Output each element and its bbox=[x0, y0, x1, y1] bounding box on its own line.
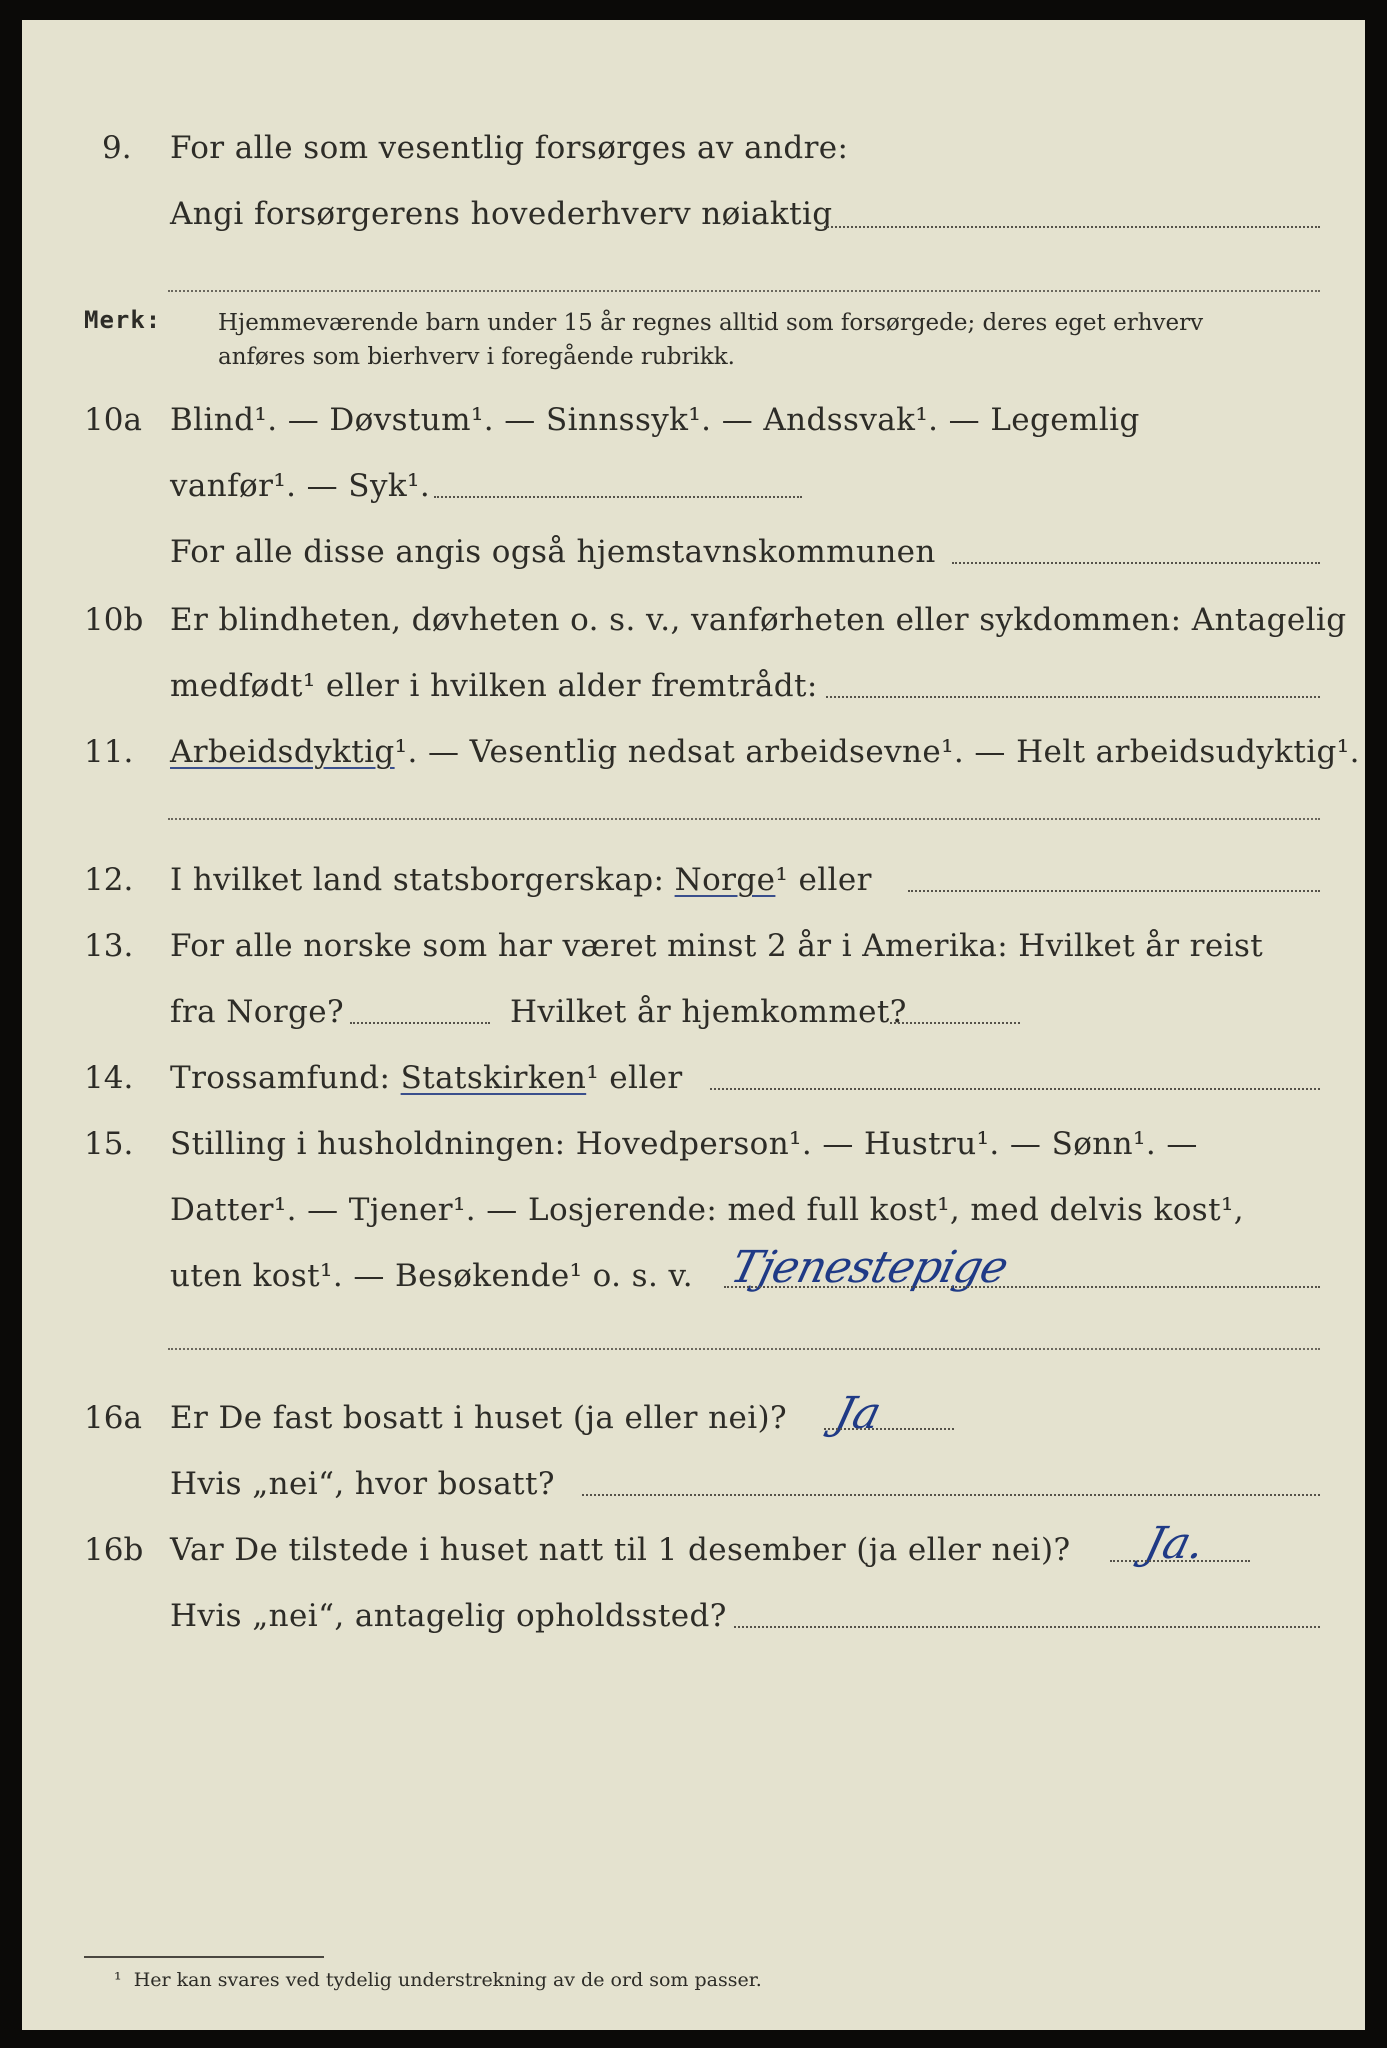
q13-line2b: Hvilket år hjemkommet? bbox=[510, 994, 907, 1030]
item-number-16a: 16a bbox=[84, 1400, 142, 1436]
q11-rest: ¹. — Vesentlig nedsat arbeidsevne¹. — Helt arbeidsudyktig¹. bbox=[394, 734, 1360, 770]
q14-after: ¹ eller bbox=[586, 1060, 683, 1096]
q9-line1: For alle som vesentlig forsørges av andre: bbox=[170, 130, 849, 166]
item-number-16b: 16b bbox=[84, 1532, 144, 1568]
q13-line2a: fra Norge? bbox=[170, 994, 345, 1030]
q10b-answer-line[interactable] bbox=[826, 696, 1320, 698]
merk-label: Merk: bbox=[84, 306, 162, 334]
q14-text: Trossamfund: bbox=[170, 1060, 391, 1096]
q16b-answer-line[interactable] bbox=[1110, 1560, 1250, 1562]
q12-line bbox=[170, 860, 872, 900]
census-form-page bbox=[22, 20, 1365, 2030]
item-number-12: 12. bbox=[84, 862, 134, 898]
q15-answer-line[interactable] bbox=[724, 1286, 1320, 1288]
q14-underlined-answer: Statskirken bbox=[400, 1060, 587, 1096]
q13-hjemkommet-line[interactable] bbox=[890, 1022, 1020, 1024]
q16b-opholdssted-line[interactable] bbox=[734, 1626, 1320, 1628]
item-number-14: 14. bbox=[84, 1060, 134, 1096]
q9-answer-line[interactable] bbox=[824, 226, 1320, 228]
footnote bbox=[114, 1968, 762, 1992]
q16b-handwritten-answer: Ja. bbox=[1139, 1518, 1211, 1569]
q11-answer-line[interactable] bbox=[168, 818, 1320, 820]
q10a-kommune-line[interactable] bbox=[952, 562, 1320, 564]
q10a-line1: Blind¹. — Døvstum¹. — Sinnssyk¹. — Andssvak¹. — Legemlig bbox=[170, 402, 1140, 438]
q16a-answer-line[interactable] bbox=[824, 1428, 954, 1430]
item-number-13: 13. bbox=[84, 928, 134, 964]
q16b-line1: Var De tilstede i huset natt til 1 desember (ja eller nei)? bbox=[170, 1532, 1071, 1568]
q15-line3: uten kost¹. — Besøkende¹ o. s. v. bbox=[170, 1258, 693, 1294]
q12-underlined-answer: Norge bbox=[674, 862, 776, 898]
footnote-rule bbox=[84, 1956, 324, 1958]
q10a-line3: For alle disse angis også hjemstavnskommunen bbox=[170, 534, 936, 570]
q11-line bbox=[170, 732, 1360, 772]
q16a-handwritten-answer: Ja bbox=[829, 1388, 887, 1439]
item-number-10b: 10b bbox=[84, 602, 144, 638]
item-number-11: 11. bbox=[84, 734, 134, 770]
q10a-line2: vanfør¹. — Syk¹. bbox=[170, 468, 431, 504]
q11-underlined-answer: Arbeidsdyktig bbox=[170, 734, 395, 770]
q13-reist-line[interactable] bbox=[350, 1022, 490, 1024]
q10b-line1: Er blindheten, døvheten o. s. v., vanførheten eller sykdommen: Antagelig bbox=[170, 602, 1347, 638]
q16a-line2: Hvis „nei“, hvor bosatt? bbox=[170, 1466, 555, 1502]
q16a-bosatt-line[interactable] bbox=[582, 1494, 1320, 1496]
q13-line1: For alle norske som har været minst 2 år i Amerika: Hvilket år reist bbox=[170, 928, 1264, 964]
q15-handwritten-answer: Tjenestepige bbox=[725, 1242, 1013, 1293]
merk-line2: anføres som bierhverv i foregående rubrikk. bbox=[218, 344, 735, 370]
footnote-text: Her kan svares ved tydelig understrekning av de ord som passer. bbox=[133, 1969, 762, 1991]
merk-line1: Hjemmeværende barn under 15 år regnes alltid som forsørgede; deres eget erhverv bbox=[218, 310, 1204, 336]
q10a-answer-line[interactable] bbox=[434, 496, 802, 498]
q15-line1: Stilling i husholdningen: Hovedperson¹. — Hustru¹. — Sønn¹. — bbox=[170, 1126, 1198, 1162]
q10b-line2: medfødt¹ eller i hvilken alder fremtrådt: bbox=[170, 668, 818, 704]
q9-answer-line-2[interactable] bbox=[168, 290, 1320, 292]
item-number-10a: 10a bbox=[84, 402, 142, 438]
q16b-line2: Hvis „nei“, antagelig opholdssted? bbox=[170, 1598, 727, 1634]
q15-line2: Datter¹. — Tjener¹. — Losjerende: med full kost¹, med delvis kost¹, bbox=[170, 1192, 1245, 1228]
item-number-9: 9. bbox=[102, 130, 132, 166]
q15-answer-line-2[interactable] bbox=[168, 1348, 1320, 1350]
item-number-15: 15. bbox=[84, 1126, 134, 1162]
footnote-mark: ¹ bbox=[114, 1969, 122, 1991]
q14-line bbox=[170, 1058, 683, 1098]
q12-after: ¹ eller bbox=[775, 862, 872, 898]
q12-answer-line[interactable] bbox=[908, 890, 1320, 892]
q12-text: I hvilket land statsborgerskap: bbox=[170, 862, 665, 898]
q9-line2: Angi forsørgerens hovederhverv nøiaktig bbox=[170, 196, 833, 232]
q16a-line1: Er De fast bosatt i huset (ja eller nei)? bbox=[170, 1400, 788, 1436]
q14-answer-line[interactable] bbox=[710, 1088, 1320, 1090]
